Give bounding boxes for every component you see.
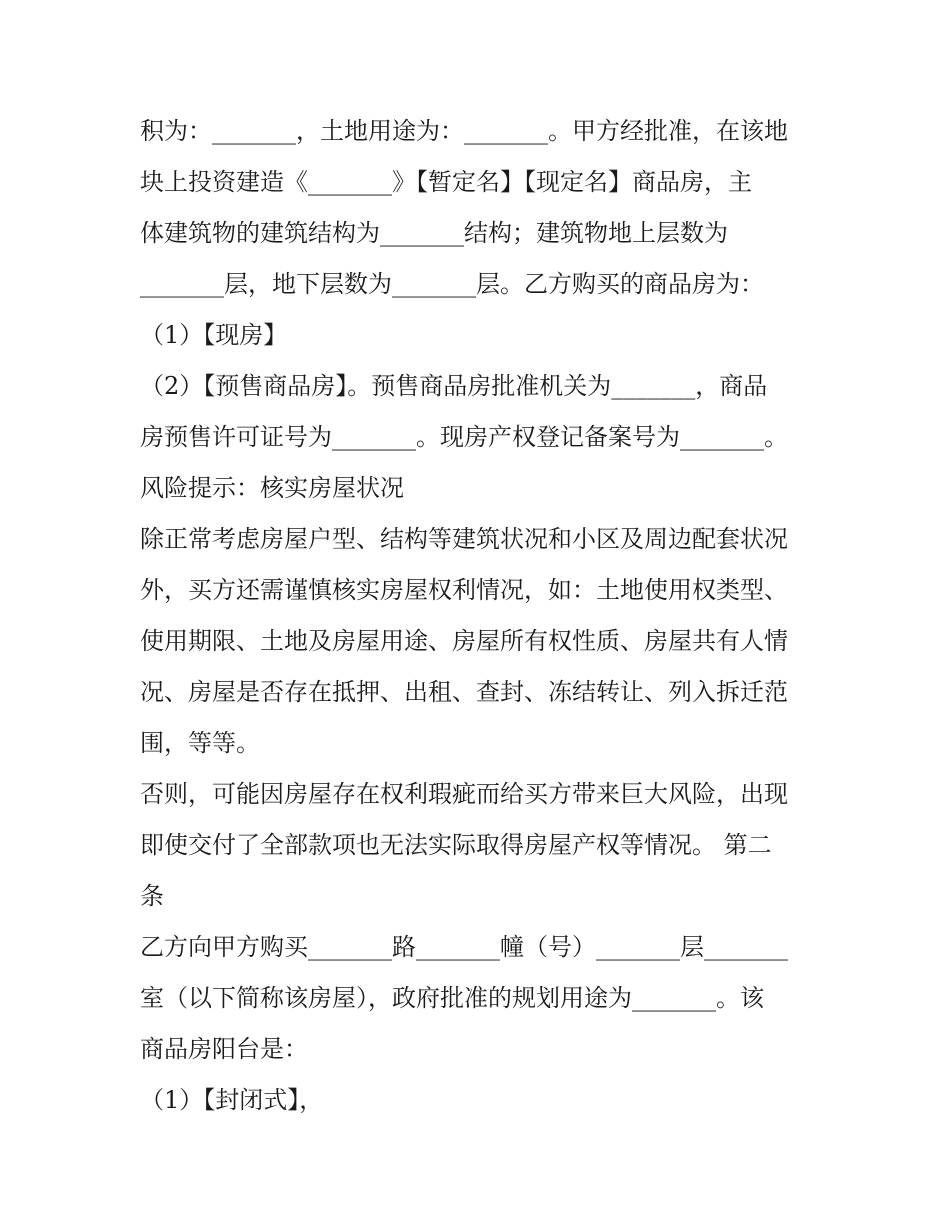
text-line: （1）【封闭式】， bbox=[140, 1086, 324, 1114]
text-line: 室（以下简称该房屋），政府批准的规划用途为_______。该 bbox=[140, 984, 764, 1012]
text-line: （2）【预售商品房】。预售商品房批准机关为_______，商品 bbox=[140, 372, 768, 400]
text-line: 即使交付了全部款项也无法实际取得房屋产权等情况。 第二 bbox=[140, 831, 772, 859]
text-line: 积为：_______，土地用途为：_______。甲方经批准，在该地 bbox=[140, 117, 788, 145]
text-line: 除正常考虑房屋户型、结构等建筑状况和小区及周边配套状况 bbox=[140, 525, 788, 553]
text-line: 围，等等。 bbox=[140, 729, 260, 757]
text-line: 乙方向甲方购买_______路_______幢（号）_______层_______ bbox=[140, 933, 788, 961]
text-line: 房预售许可证号为_______。现房产权登记备案号为_______。 bbox=[140, 423, 788, 451]
text-line: 使用期限、土地及房屋用途、房屋所有权性质、房屋共有人情 bbox=[140, 627, 788, 655]
text-line: 外，买方还需谨慎核实房屋权利情况，如：土地使用权类型、 bbox=[140, 576, 788, 604]
text-line: （1）【现房】 bbox=[140, 321, 288, 349]
risk-notice-heading: 风险提示：核实房屋状况 bbox=[140, 474, 404, 502]
text-line: 体建筑物的建筑结构为_______结构；建筑物地上层数为 bbox=[140, 219, 728, 247]
text-line: _______层，地下层数为_______层。乙方购买的商品房为： bbox=[140, 270, 764, 298]
text-line: 商品房阳台是： bbox=[140, 1035, 308, 1063]
document-body bbox=[140, 106, 820, 1126]
text-line: 况、房屋是否存在抵押、出租、查封、冻结转让、列入拆迁范 bbox=[140, 678, 788, 706]
text-line: 否则，可能因房屋存在权利瑕疵而给买方带来巨大风险，出现 bbox=[140, 780, 788, 808]
text-line: 块上投资建造《_______》【暂定名】【现定名】商品房，主 bbox=[140, 168, 752, 196]
text-line: 条 bbox=[140, 882, 164, 910]
